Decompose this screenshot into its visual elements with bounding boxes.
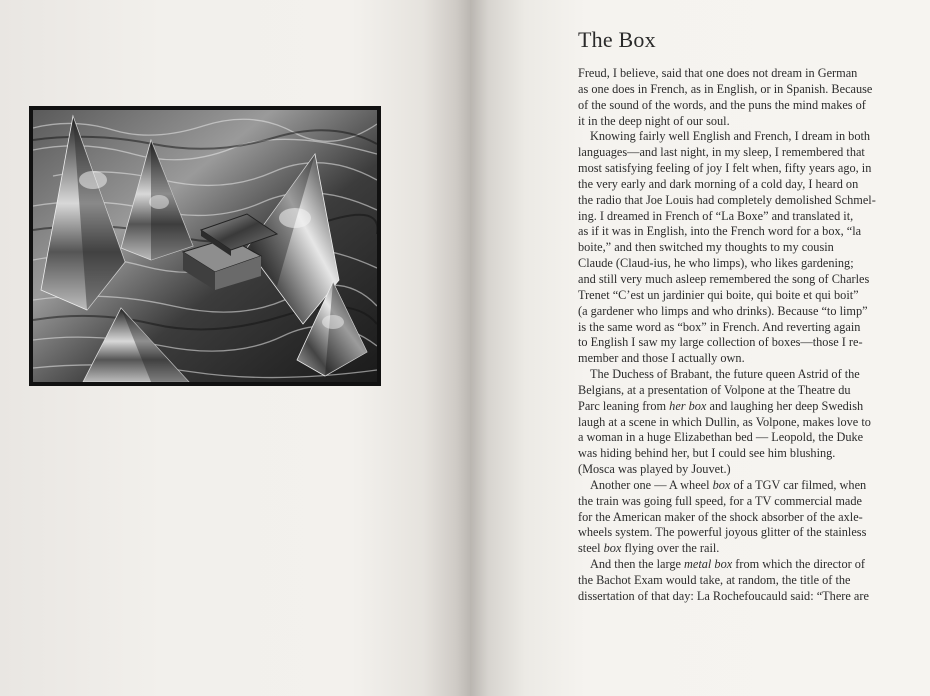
text-line: the very early and dark morning of a cold day, I heard on	[578, 176, 859, 191]
text-line: to English I saw my large collection of boxes—those I re-	[578, 335, 863, 350]
text-line: is the same word as “box” in French. And reverting again	[578, 319, 861, 334]
italic-text: box	[603, 541, 622, 556]
text-line: as one does in French, as in English, or in Spanish. Because	[578, 81, 873, 96]
text-line: dissertation of that day: La Rochefoucauld said: “There are	[578, 588, 869, 603]
text-line: (Mosca was played by Jouvet.)	[578, 462, 731, 477]
italic-text: her box	[669, 398, 707, 413]
text-line: the train was going full speed, for a TV commercial made	[578, 493, 862, 508]
text-line: Claude (Claud-ius, he who limps), who likes gardening;	[578, 256, 854, 271]
italic-text: box	[712, 477, 731, 492]
text-line: ing. I dreamed in French of “La Boxe” and translated it,	[578, 208, 854, 223]
text-line: was hiding behind her, but I could see him blushing.	[578, 446, 836, 461]
photograph	[29, 106, 381, 386]
text-line: Parc leaning from her box and laughing her deep Swedish	[578, 398, 864, 413]
text-line: member and those I actually own.	[578, 351, 745, 366]
text-line: steel box flying over the rail.	[578, 541, 720, 556]
text-line: and still very much asleep remembered the song of Charles	[578, 271, 870, 286]
italic-text: metal box	[684, 557, 733, 572]
text-line: the radio that Joe Louis had completely demolished Schmel-	[578, 192, 876, 207]
text-line: Freud, I believe, said that one does not dream in German	[578, 66, 858, 80]
text-line: languages—and last night, in my sleep, I remembered that	[578, 145, 865, 160]
text-line: (a gardener who limps and who drinks). Because “to limp”	[578, 303, 868, 318]
text-line: most satisfying feeling of joy I felt when, fifty years ago, in	[578, 161, 872, 176]
text-line: The Duchess of Brabant, the future queen Astrid of the	[590, 367, 860, 382]
text-line: the Bachot Exam would take, at random, the title of the	[578, 573, 851, 587]
text-line: Belgians, at a presentation of Volpone at the Theatre du	[578, 382, 851, 397]
text-line: wheels system. The powerful joyous glitter of the stainless	[578, 525, 867, 540]
photograph-image	[33, 110, 377, 382]
text-line: a woman in a huge Elizabethan bed — Leopold, the Duke	[578, 430, 864, 445]
text-line: as if it was in English, into the French word for a box, “la	[578, 224, 862, 239]
text-line: laugh at a scene in which Dullin, as Volpone, makes love to	[578, 414, 871, 429]
chapter-title: The Box	[578, 27, 656, 52]
text-line: Another one — A wheel box of a TGV car filmed, when	[590, 477, 867, 492]
text-line: it in the deep night of our soul.	[578, 113, 730, 128]
text-line: Trenet “C’est un jardinier qui boite, qui boite et qui boit”	[578, 287, 859, 302]
body-text	[578, 66, 882, 605]
text-line: And then the large metal box from which the director of	[590, 557, 866, 572]
text-line: Knowing fairly well English and French, I dream in both	[590, 129, 871, 144]
text-line: of the sound of the words, and the puns the mind makes of	[578, 97, 866, 112]
text-line: boite,” and then switched my thoughts to my cousin	[578, 240, 834, 255]
text-line: for the American maker of the shock absorber of the axle-	[578, 509, 863, 524]
